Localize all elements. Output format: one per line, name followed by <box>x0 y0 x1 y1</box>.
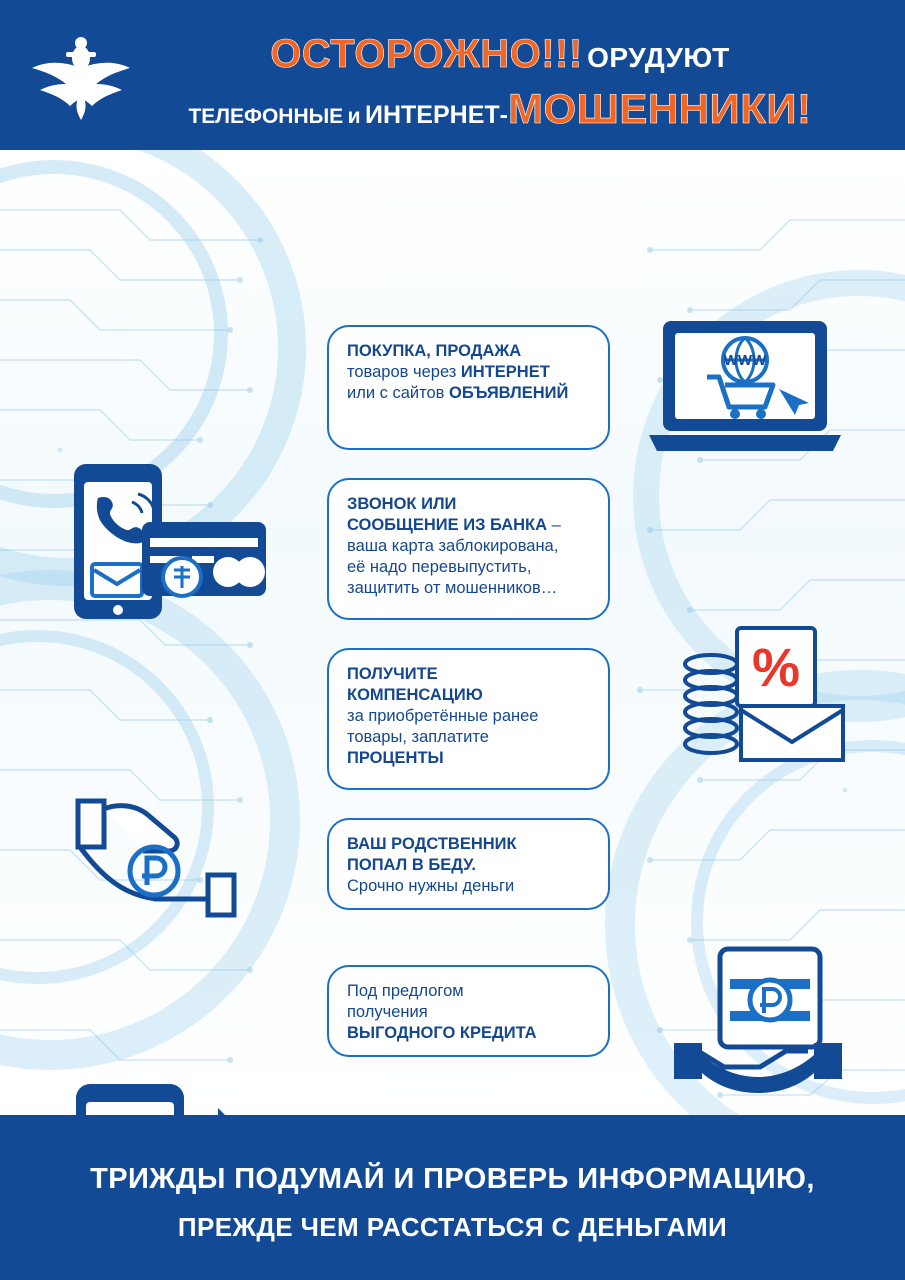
card-relative-trouble-head2: ПОПАЛ В БЕДУ. <box>347 856 476 875</box>
card-bank-call-head2: СООБЩЕНИЕ ИЗ БАНКА – <box>347 516 561 535</box>
header-and-word: и <box>347 105 361 128</box>
poster-footer <box>0 1115 905 1280</box>
card-relative-trouble-head1: ВАШ РОДСТВЕННИК <box>347 835 517 853</box>
header-warning-word: ОСТОРОЖНО!!! <box>270 32 583 76</box>
card-bank-call-line1: ваша карта заблокирована, <box>347 537 559 556</box>
card-credit-line3: ВЫГОДНОГО КРЕДИТА <box>347 1024 537 1043</box>
card-internet-purchase-line1: товаров через ИНТЕРНЕТ <box>347 363 550 382</box>
card-compensation-line2: товары, заплатите <box>347 728 489 747</box>
footer-line-2: ПРЕЖДЕ ЧЕМ РАССТАТЬСЯ С ДЕНЬГАМИ <box>177 1212 728 1242</box>
card-compensation-head2: КОМПЕНСАЦИЮ <box>347 686 483 705</box>
card-compensation-line1: за приобретённые ранее <box>347 707 539 726</box>
card-bank-call-head1: ЗВОНОК ИЛИ <box>347 495 457 513</box>
card-bank-call-line2: её надо перевыпустить, <box>347 558 532 577</box>
poster-body <box>0 150 905 1115</box>
card-credit-line2: получения <box>347 1003 428 1022</box>
card-compensation-line3: ПРОЦЕНТЫ <box>347 749 444 768</box>
card-internet-purchase <box>327 325 610 450</box>
hand-ruble-icon <box>68 785 248 930</box>
phone-ruble-transfer-icon <box>72 1080 247 1115</box>
header-text-block <box>150 24 850 134</box>
card-credit-line1: Под предлогом <box>347 982 464 1000</box>
footer-line-1: ТРИЖДЫ ПОДУМАЙ И ПРОВЕРЬ ИНФОРМАЦИЮ, <box>90 1163 815 1195</box>
card-credit <box>327 965 610 1057</box>
phone-card-message-icon <box>70 460 270 625</box>
card-internet-purchase-head: ПОКУПКА, ПРОДАЖА <box>347 342 522 360</box>
card-bank-call <box>327 478 610 620</box>
mvd-eagle-emblem <box>26 28 136 123</box>
svg-text:%: % <box>751 638 801 698</box>
laptop-online-shopping-icon <box>645 315 845 465</box>
coins-percent-envelope-icon <box>675 620 850 780</box>
contract-handshake-icon <box>668 945 848 1095</box>
card-relative-trouble-line1: Срочно нужны деньги <box>347 877 515 896</box>
svg-text:WWW: WWW <box>723 352 767 369</box>
card-internet-purchase-line2: или с сайтов ОБЪЯВЛЕНИЙ <box>347 384 569 403</box>
card-compensation-head1: ПОЛУЧИТЕ <box>347 665 438 683</box>
header-fraudsters-word: МОШЕННИКИ! <box>507 85 812 132</box>
header-telephone-word: ТЕЛЕФОННЫЕ <box>188 105 344 128</box>
card-relative-trouble <box>327 818 610 910</box>
card-bank-call-line3: защитить от мошенников… <box>347 579 558 598</box>
poster-header <box>0 0 905 150</box>
header-internet-word: ИНТЕРНЕТ- <box>365 101 508 129</box>
header-line1-rest: ОРУДУЮТ <box>587 42 730 73</box>
card-compensation <box>327 648 610 790</box>
